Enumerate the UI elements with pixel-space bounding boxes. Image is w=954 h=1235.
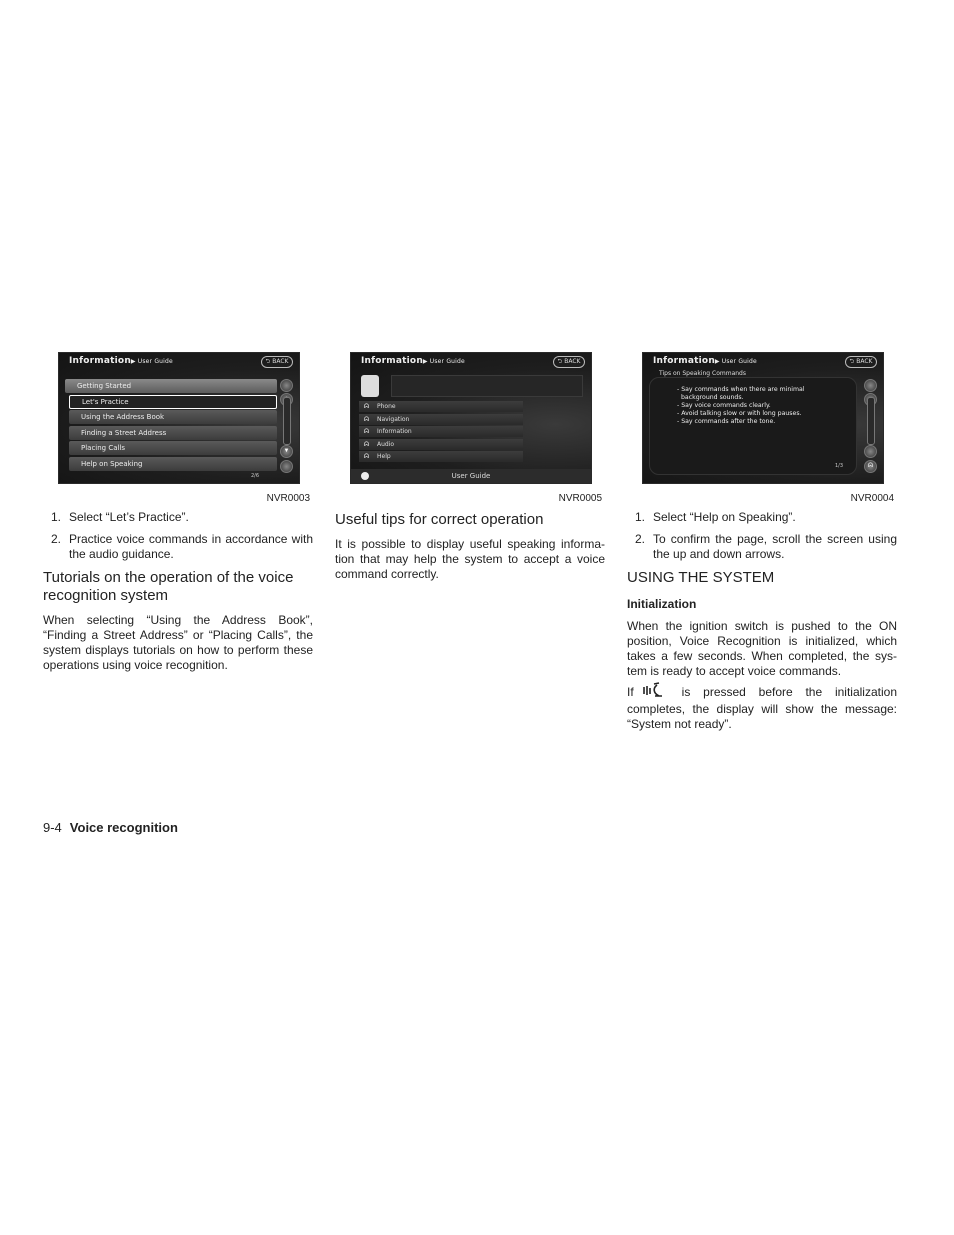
voice-icon: ᗣ <box>364 403 369 410</box>
body-paragraph: When selecting “Using the Address Book”, “Finding a Street Address” or “Placing Calls”, the system displays tutorials on how to perform these operations using voice recognition. <box>43 613 313 672</box>
voice-icon: ᗣ <box>364 453 369 460</box>
page-number: 9-4 <box>43 820 62 835</box>
column-2 <box>335 352 605 582</box>
menu-item[interactable]: Help on Speaking <box>69 457 277 471</box>
tips-text: - Say commands when there are minimal background sounds. - Say voice commands clearly. - Avoid talking slow or with long pauses. - Say commands after the tone. <box>677 386 805 425</box>
screen-title: Information▶ User Guide <box>653 356 757 366</box>
figure-caption: NVR0005 <box>558 493 602 504</box>
screen-title: Information▶ User Guide <box>361 356 465 366</box>
command-item[interactable]: ᗣ Phone <box>359 401 523 412</box>
scroll-top-icon[interactable] <box>280 379 293 392</box>
page-indicator: 1/3 <box>834 463 843 469</box>
arrow-down-icon[interactable] <box>864 445 877 458</box>
body-paragraph-2: If is pressed before the initialization completes, the display will show the message: “System not ready”. <box>627 682 897 732</box>
page-footer <box>43 820 178 835</box>
menu-item[interactable]: Finding a Street Address <box>69 426 277 440</box>
section-heading: USING THE SYSTEM <box>627 569 775 586</box>
back-button[interactable]: ⮌ BACK <box>261 356 293 368</box>
figure-caption: NVR0003 <box>266 493 310 504</box>
section-heading: Useful tips for correct operation <box>335 511 544 528</box>
screen-user-guide-menu <box>350 352 592 484</box>
menu-item-selected[interactable]: Let's Practice <box>69 395 277 409</box>
column-1 <box>43 352 313 673</box>
command-item[interactable]: ᗣ Help <box>359 451 523 462</box>
column-3 <box>627 352 897 732</box>
screen-title: Information▶ User Guide <box>69 356 173 366</box>
body-paragraph: When the ignition switch is pushed to the ON position, Voice Recognition is initialized, which takes a few seconds. When completed, the sys-tem is ready to accept voice commands. <box>627 619 897 678</box>
arrow-down-icon[interactable]: ▼ <box>280 445 293 458</box>
voice-icon: ᗣ <box>364 440 369 448</box>
page-indicator: 2/6 <box>250 473 259 479</box>
scrollbar-track[interactable] <box>867 397 875 445</box>
menu-item[interactable]: Placing Calls <box>69 441 277 455</box>
command-item[interactable]: ᗣ Audio <box>359 439 523 450</box>
menu-item[interactable]: Getting Started <box>65 379 277 393</box>
command-item[interactable]: ᗣ Information <box>359 426 523 437</box>
step-item: 2. To confirm the page, scroll the screen using the up and down arrows. <box>634 532 897 561</box>
back-button[interactable]: ⮌ BACK <box>845 356 877 368</box>
screen-tips-on-speaking <box>642 352 884 484</box>
section-name: Voice recognition <box>69 820 178 835</box>
body-paragraph: It is possible to display useful speaking informa-tion that may help the system to accept a voice command correctly. <box>335 537 605 581</box>
back-button[interactable]: ⮌ BACK <box>553 356 585 368</box>
menu-list <box>69 379 277 473</box>
steps-list <box>627 510 897 562</box>
menu-item[interactable]: Using the Address Book <box>69 410 277 424</box>
scroll-top-icon[interactable] <box>864 379 877 392</box>
status-bar: User Guide <box>351 469 591 483</box>
figure-caption: NVR0004 <box>850 493 894 504</box>
command-list <box>359 401 523 464</box>
steps-list <box>43 510 313 562</box>
subsection-heading: Initialization <box>627 597 697 611</box>
scroll-bottom-icon[interactable] <box>280 460 293 473</box>
voice-icon: ᗣ <box>364 428 369 435</box>
screen-subtitle: Tips on Speaking Commands <box>659 370 746 377</box>
voice-talk-icon[interactable]: ᗣ <box>864 460 877 473</box>
voice-guide-icon <box>361 375 379 397</box>
command-item[interactable]: ᗣ Navigation <box>359 414 523 425</box>
scrollbar-track[interactable] <box>283 397 291 445</box>
step-item: 1. Select “Help on Speaking”. <box>634 510 796 524</box>
screen-user-guide-tutorials <box>58 352 300 484</box>
section-heading: Tutorials on the operation of the voice recognition system <box>43 569 294 604</box>
step-item: 2. Practice voice commands in accordance with the audio guidance. <box>50 532 313 561</box>
info-icon <box>361 472 369 480</box>
talk-switch-icon <box>642 682 668 702</box>
step-item: 1. Select “Let’s Practice”. <box>50 510 189 524</box>
voice-icon: ᗣ <box>364 415 369 423</box>
display-box <box>391 375 583 397</box>
